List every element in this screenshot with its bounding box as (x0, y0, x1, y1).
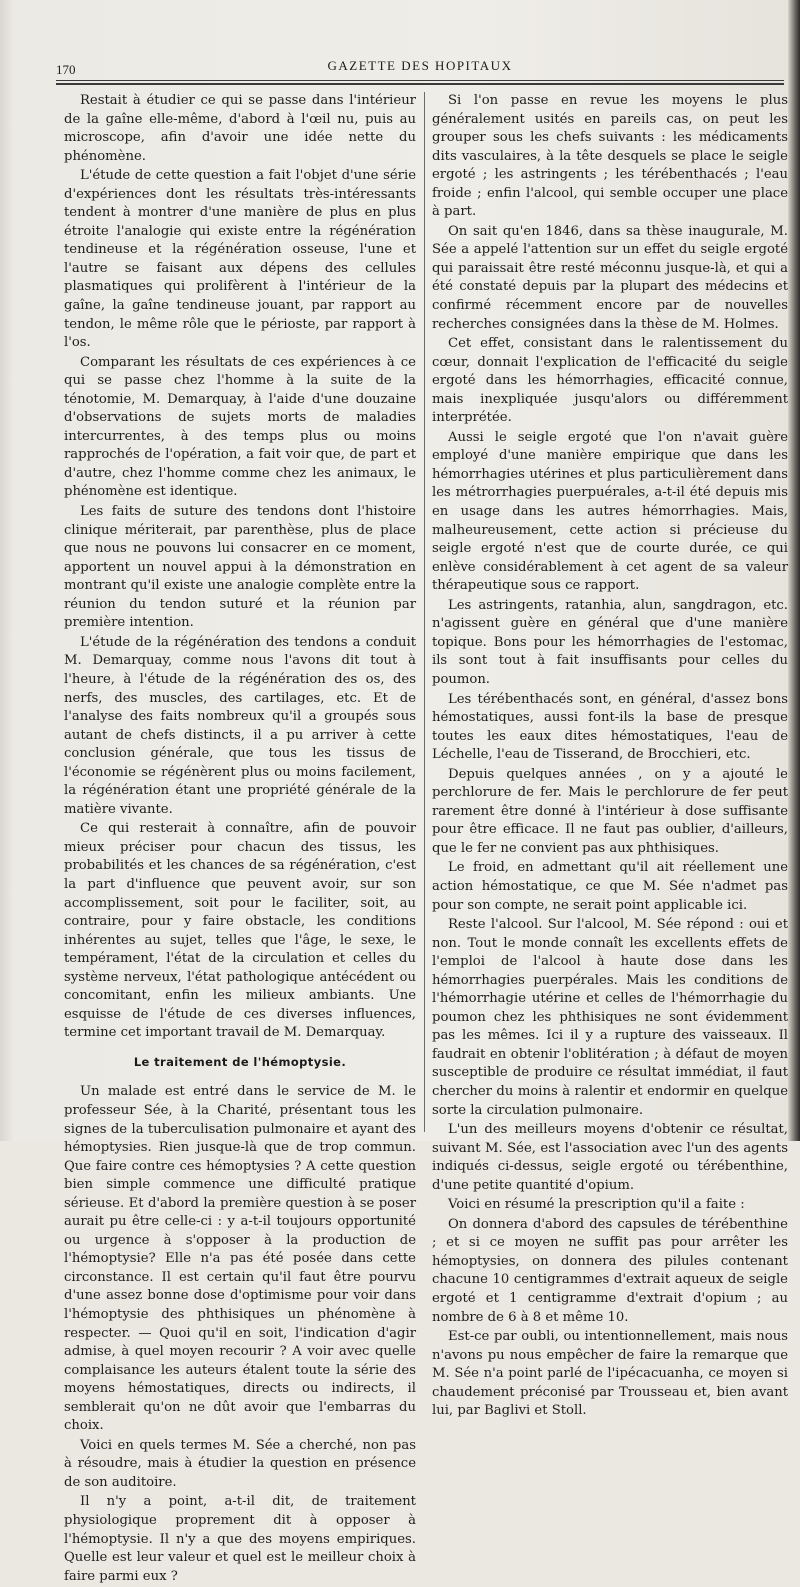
paragraph: On donnera d'abord des capsules de térébenthine ; et si ce moyen ne suffit pas pour arrêter les hémoptysies, on donnera des pilules contenant chacune 10 centigrammes d'extrait aqueux de seigle ergoté et 1 centigramme d'extrait d'opium ; au nombre de 6 à 8 et même 10. (432, 1216, 788, 1325)
paragraph: Les faits de suture des tendons dont l'histoire clinique mériterait, par parenthèse, plus de place que nous ne pouvons lui consacrer en ce moment, apportent un nouvel appui à la démonstration en montrant qu'il existe une analogie complète entre la réunion du tendon suturé et la réunion par première intention. (64, 504, 416, 631)
header-rule-thick (56, 83, 784, 85)
paragraph: L'étude de la régénération des tendons a conduit M. Demarquay, comme nous l'avons dit tout à l'heure, à l'étude de la régénération des os, des nerfs, des muscles, des cartilages, etc. Et de l'analyse des faits nombreux qu'il a groupés sous autant de chefs distincts, il a pu arriver à cette conclusion générale, que tous les tissus de l'économie se régénèrent plus ou moins facilement, la régénération étant une propriété générale de la matière vivante. (64, 634, 416, 817)
paragraph: L'un des meilleurs moyens d'obtenir ce résultat, suivant M. Sée, est l'association avec l'un des agents indiqués ci-dessus, seigle ergoté ou térébenthine, d'une petite quantité d'opium. (432, 1122, 788, 1193)
page-number: 170 (56, 62, 76, 77)
paragraph: Aussi le seigle ergoté que l'on n'avait guère employé d'une manière empirique que dans les hémorrhagies utérines et plus particulièrement dans les métrorrhagies puerpuérales, a-t-il été depuis mis en usage dans les autres hémorrhagies. Mais, malheureusement, cette action si précieuse du seigle ergoté n'est que de courte durée, ce qui enlève considérablement à cet agent de sa valeur thérapeutique sous ce rapport. (432, 429, 788, 594)
header-rule-thin (56, 80, 784, 81)
book-spine-shadow (788, 0, 800, 1141)
paragraph: Ce qui resterait à connaître, afin de pouvoir mieux préciser pour chacun des tissus, les probabilités et les chances de sa régénération, c'est la part d'influence que peuvent avoir, sur son accomplissement, soit pour le faciliter, soit, au contraire, pour y faire obstacle, les conditions inhérentes au sujet, telles que l'âge, le sexe, le tempérament, l'état de la circulation et celles du système nerveux, l'état pathologique antécédent ou concomitant, enfin les milieux ambiants. Une esquisse de l'étude de ces diverses influences, termine cet important travail de M. Demarquay. (64, 821, 416, 1041)
paragraph: Le froid, en admettant qu'il ait réellement une action hémostatique, ce que M. Sée n'admet pas pour son compte, ne serait point applicable ici. (432, 860, 788, 913)
paragraph: Voici en résumé la prescription qu'il a faite : (448, 1197, 745, 1213)
left-column (64, 92, 416, 1587)
paragraph: Comparant les résultats de ces expériences à ce qui se passe chez l'homme à la suite de la ténotomie, M. Demarquay, à l'aide d'une douzaine d'observations de sujets morts de maladies intercurrentes, à des temps plus ou moins rapprochés de l'opération, a fait voir que, de part et d'autre, chez l'homme comme chez les animaux, le phénomène est identique. (64, 354, 416, 500)
paragraph: L'étude de cette question a fait l'objet d'une série d'expériences dont les résultats très-intéressants tendent à montrer d'une manière de plus en plus étroite l'analogie qui existe entre la régénération tendineuse et la régénération osseuse, l'une et l'autre se faisant aux dépens des cellules plasmatiques qui prolifèrent à l'intérieur de la gaîne, la gaîne tendineuse jouant, par rapport au tendon, le même rôle que le périoste, par rapport à l'os. (64, 168, 416, 351)
paragraph: Il n'y a point, a-t-il dit, de traitement physiologique proprement dit à opposer à l'hémoptysie. Il n'y a que des moyens empiriques. Quelle est leur valeur et quel est le meilleur choix à faire parmi eux ? (64, 1494, 416, 1584)
page-header (56, 58, 784, 80)
paragraph: Voici en quels termes M. Sée a cherché, non pas à résoudre, mais à étudier la question en présence de son auditoire. (64, 1437, 416, 1490)
running-title: GAZETTE DES HOPITAUX (327, 58, 513, 73)
paragraph: Un malade est entré dans le service de M. le professeur Sée, à la Charité, présentant tous les signes de la tuberculisation pulmonaire et ayant des hémoptysies. Rien jusque-là que de trop commun. Que faire contre ces hémoptysies ? A cette question bien simple commence une difficulté pratique sérieuse. Et d'abord la première question à se poser aurait pu être celle-ci : y a-t-il toujours opportunité ou urgence à s'opposer à la production de l'hémoptysie? Elle n'a pas été posée dans cette circonstance. Il est certain qu'il faut être pourvu d'une assez bonne dose d'optimisme pour voir dans l'hémoptysie des phthisiques un phénomène à respecter. — Quoi qu'il en soit, l'indication d'agir admise, à quel moyen recourir ? A voir avec quelle complaisance les auteurs étalent toute la série des moyens hémostatiques, directs ou indirects, il semblerait qu'on ne dût avoir que l'embarras du choix. (64, 1084, 416, 1434)
paragraph: Depuis quelques années , on y a ajouté le perchlorure de fer. Mais le perchlorure de fer peut rarement être donné à l'intérieur à dose suffisante pour être efficace. Il ne faut pas oublier, d'ailleurs, que le fer ne convient pas aux phthisiques. (432, 766, 788, 856)
paragraph: Restait à étudier ce qui se passe dans l'intérieur de la gaîne elle-même, d'abord à l'œil nu, puis au microscope, afin d'avoir une idée nette du phénomène. (64, 93, 416, 164)
right-column (432, 92, 788, 1422)
section-heading: Le traitement de l'hémoptysie. (133, 1054, 347, 1069)
paragraph: Est-ce par oubli, ou intentionnellement, mais nous n'avons pu nous empêcher de faire la remarque que M. Sée n'a point parlé de l'ipécacuanha, ce moyen si chaudement préconisé par Trousseau et, bien avant lui, par Baglivi et Stoll. (432, 1329, 788, 1419)
column-divider (424, 92, 425, 1132)
paragraph: On sait qu'en 1846, dans sa thèse inaugurale, M. Sée a appelé l'attention sur un effet du seigle ergoté qui paraissait être resté méconnu jusque-là, et qui a été constaté depuis par la plupart des médecins et confirmé récemment encore par de nouvelles recherches consignées dans la thèse de M. Holmes. (432, 223, 788, 332)
paragraph: Cet effet, consistant dans le ralentissement du cœur, donnait l'explication de l'efficacité du seigle ergoté dans les hémorrhagies, efficacité connue, mais inexpliquée jusqu'alors ou différemment interprétée. (432, 336, 788, 426)
paragraph: Reste l'alcool. Sur l'alcool, M. Sée répond : oui et non. Tout le monde connaît les excellents effets de l'emploi de l'alcool à haute dose dans les hémorrhagies puerpérales. Mais les conditions de l'hémorrhagie utérine et celles de l'hémorrhagie du poumon chez les phthisiques ne sont évidemment pas les mêmes. Ici il y a rupture des vaisseaux. Il faudrait en obtenir l'oblitération ; à défaut de moyen susceptible de produire ce résultat immédiat, il faut chercher du moins à ralentir et endormir en quelque sorte la circulation pulmonaire. (432, 917, 788, 1118)
paragraph: Les térébenthacés sont, en général, d'assez bons hémostatiques, aussi font-ils la base de presque toutes les eaux dites hémostatiques, l'eau de Léchelle, l'eau de Tisserand, de Brocchieri, etc. (432, 691, 788, 763)
paragraph: Si l'on passe en revue les moyens le plus généralement usités en pareils cas, on peut les grouper sous les chefs suivants : les médicaments dits vasculaires, à la tête desquels se place le seigle ergoté ; les astringents ; les térébenthacés ; l'eau froide ; enfin l'alcool, qui semble occuper une place à part. (432, 93, 788, 220)
paragraph: Les astringents, ratanhia, alun, sangdragon, etc. n'agissent guère en général que d'une manière topique. Bons pour les hémorrhagies de l'estomac, ils sont tout à fait insuffisants pour celles du poumon. (432, 597, 788, 687)
